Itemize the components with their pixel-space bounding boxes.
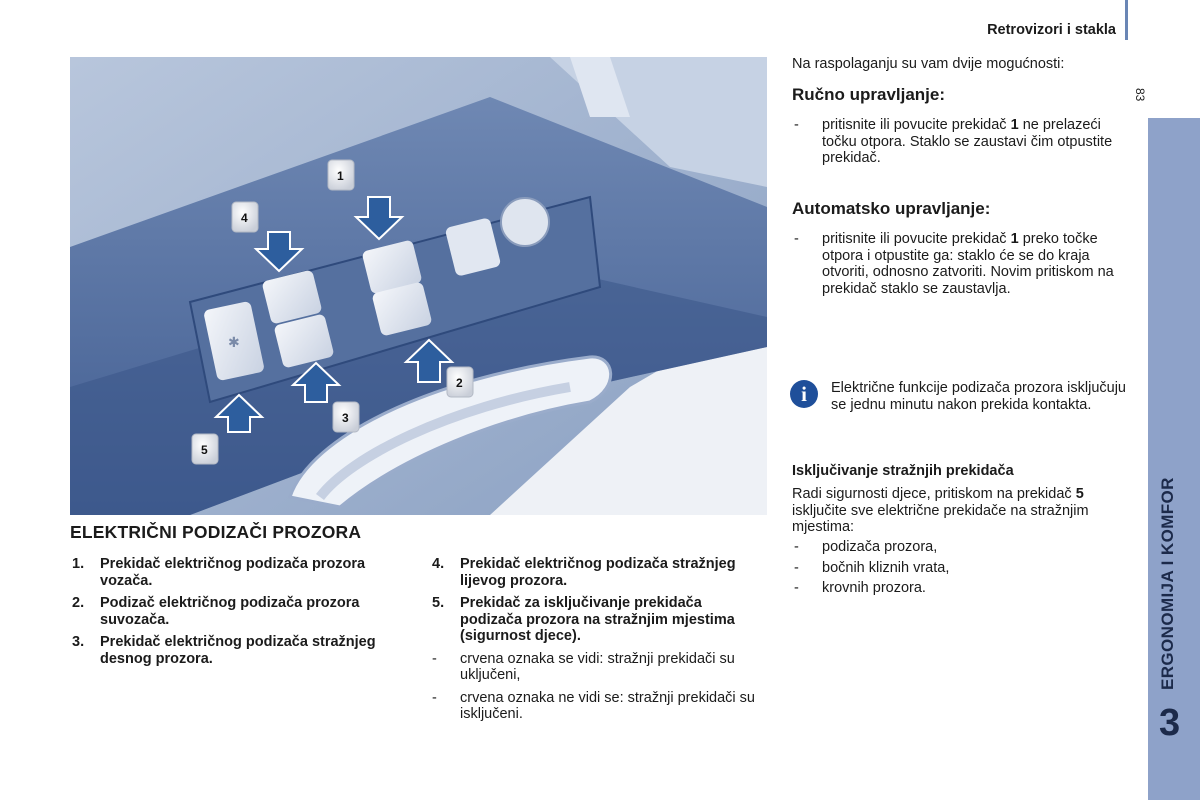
dash-bullet: - xyxy=(794,117,799,133)
list-item xyxy=(792,560,1132,577)
list-item xyxy=(430,651,760,684)
item-text: Prekidač električnog podizača prozora vozača. xyxy=(100,556,366,589)
svg-text:✱: ✱ xyxy=(228,335,240,351)
auto-control-list xyxy=(792,231,1132,303)
dash-bullet: - xyxy=(794,559,799,576)
auto-control-heading: Automatsko upravljanje: xyxy=(792,199,991,218)
list-item xyxy=(430,690,760,723)
door-panel-illustration xyxy=(70,57,767,515)
list-item xyxy=(792,231,1132,297)
switch-reference: 1 xyxy=(1010,117,1019,133)
item-number: 5. xyxy=(432,595,445,611)
legend-list-right xyxy=(430,556,760,729)
dash-bullet: - xyxy=(794,231,799,247)
switch-reference: 1 xyxy=(1010,231,1019,247)
manual-control-heading: Ručno upravljanje: xyxy=(792,85,946,104)
text-part: ne prelazeći točku otpora. Staklo se zaustavi čim otpustite prekidač. xyxy=(822,117,1113,166)
child-lock-list xyxy=(792,539,1132,601)
running-header: Retrovizori i stakla xyxy=(987,22,1116,38)
item-text: podizača prozora, xyxy=(822,539,938,555)
item-text: krovnih prozora. xyxy=(822,580,926,596)
list-item xyxy=(430,595,760,645)
text-part: Radi sigurnosti djece, pritiskom na prekidač xyxy=(792,486,1076,502)
list-item xyxy=(70,556,400,589)
dash-bullet: - xyxy=(794,539,799,555)
svg-text:4: 4 xyxy=(241,211,248,225)
item-text: Prekidač električnog podizača stražnjeg desnog prozora. xyxy=(100,634,376,667)
child-lock-text xyxy=(792,486,1122,536)
list-item xyxy=(70,634,400,667)
header-rule xyxy=(1125,0,1128,40)
dash-bullet: - xyxy=(432,650,437,667)
callout-1 xyxy=(328,160,354,190)
svg-text:1: 1 xyxy=(337,169,344,183)
list-item xyxy=(70,595,400,628)
item-text: crvena oznaka se vidi: stražnji prekidači su uključeni, xyxy=(460,650,735,683)
svg-text:2: 2 xyxy=(456,376,463,390)
chapter-number: 3 xyxy=(1159,702,1181,744)
dash-bullet: - xyxy=(794,580,799,596)
page-number: 83 xyxy=(1133,88,1147,102)
list-item xyxy=(792,539,1132,556)
text-part: isključite sve električne prekidače na stražnjim mjestima: xyxy=(792,502,1089,535)
svg-text:5: 5 xyxy=(201,443,208,457)
item-text: bočnih kliznih vrata, xyxy=(822,559,950,576)
child-lock-heading: Isključivanje stražnjih prekidača xyxy=(792,463,1014,479)
switch-reference: 5 xyxy=(1075,486,1084,502)
callout-5 xyxy=(192,434,218,464)
manual-control-list xyxy=(792,117,1132,173)
item-text: Prekidač za isključivanje prekidača podizača prozora na stražnjim mjestima (sigurnost djece). xyxy=(460,595,735,644)
item-text: crvena oznaka ne vidi se: stražnji prekidači su isključeni. xyxy=(460,689,755,722)
section-title: ELEKTRIČNI PODIZAČI PROZORA xyxy=(70,522,362,542)
list-item xyxy=(792,580,1132,597)
callout-3 xyxy=(333,402,359,432)
item-number: 3. xyxy=(72,634,85,650)
svg-text:3: 3 xyxy=(342,411,349,425)
callout-2 xyxy=(447,367,473,397)
info-note: Električne funkcije podizača prozora isključuju se jednu minutu nakon prekida kontakta. xyxy=(831,380,1126,413)
intro-text: Na raspolaganju su vam dvije mogućnosti: xyxy=(792,56,1065,72)
text-part: pritisnite ili povucite prekidač xyxy=(822,117,1011,133)
info-icon: i xyxy=(790,380,818,408)
list-item xyxy=(792,117,1132,167)
item-number: 2. xyxy=(72,595,85,611)
chapter-title: ERGONOMIJA I KOMFOR xyxy=(1158,477,1177,690)
callout-4 xyxy=(232,202,258,232)
item-number: 4. xyxy=(432,556,445,572)
text-part: pritisnite ili povucite prekidač xyxy=(822,231,1011,247)
legend-list-left xyxy=(70,556,400,673)
dash-bullet: - xyxy=(432,689,437,706)
text-part: preko točke otpora i otpustite ga: staklo će se do kraja otvoriti, odnosno zatvoriti. Novim pritiskom na prekidač staklo se zaustavlja. xyxy=(822,231,1114,297)
item-number: 1. xyxy=(72,556,85,572)
list-item xyxy=(430,556,760,589)
chapter-tab xyxy=(1148,118,1200,800)
item-text: Prekidač električnog podizača stražnjeg lijevog prozora. xyxy=(460,556,736,589)
item-text: Podizač električnog podizača prozora suvozača. xyxy=(100,595,360,628)
